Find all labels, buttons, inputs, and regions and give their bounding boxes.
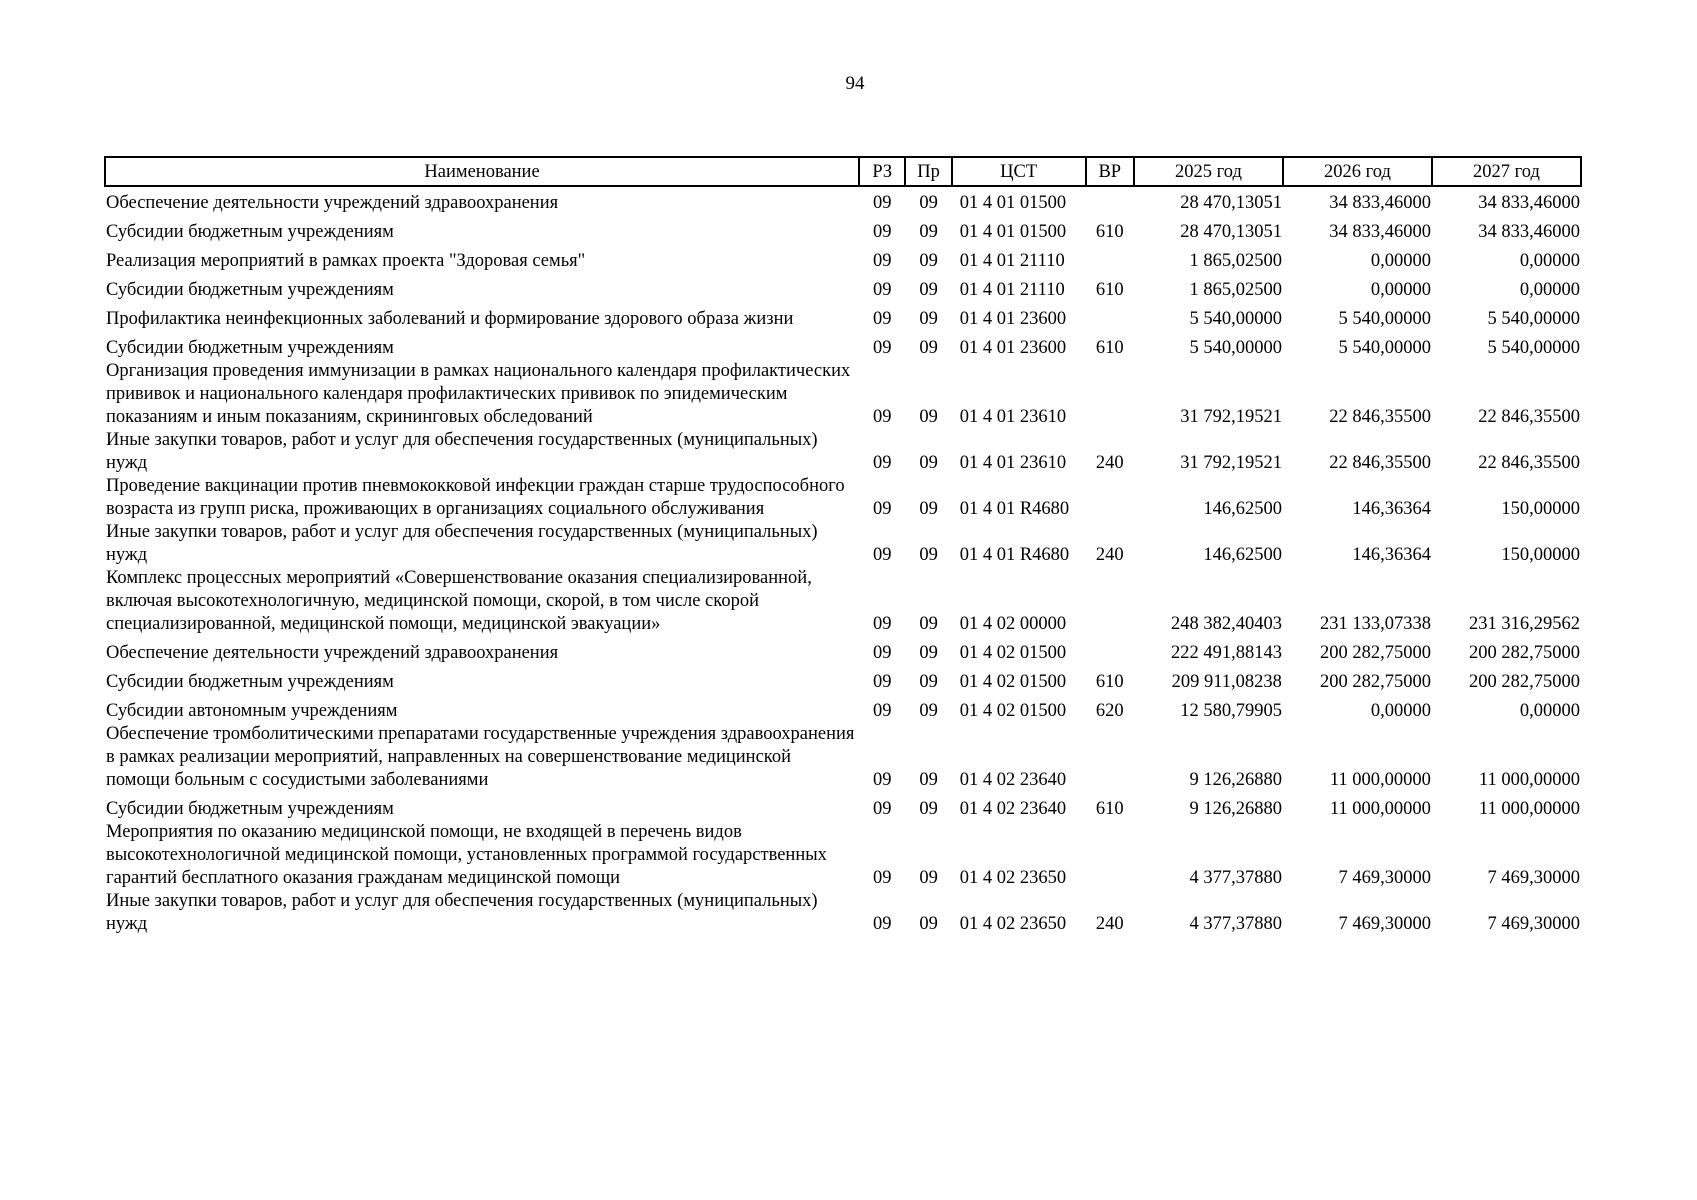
cell-rz: 09 [873,193,892,213]
cell-pr: 09 [919,338,938,358]
cell-cst: 01 4 01 R4680 [959,545,1070,565]
cell-2025: 9 126,26880 [1189,799,1282,819]
cell-vr: 610 [1095,672,1124,692]
table-row [105,244,1581,273]
cell-pr: 09 [919,222,938,242]
cell-2026: 200 282,75000 [1319,672,1431,692]
cell-2025: 146,62500 [1203,545,1282,565]
cell-cst: 01 4 02 23650 [959,868,1067,888]
cell-pr: 09 [919,770,938,790]
cell-2026: 146,36364 [1352,499,1431,519]
cell-2026: 200 282,75000 [1319,643,1431,663]
cell-name: Иные закупки товаров, работ и услуг для обеспечения государственных (муниципальных) нужд [106,430,818,473]
cell-2026: 22 846,35500 [1329,453,1431,473]
table-row [105,429,1581,475]
cell-vr [1086,636,1134,665]
table-row [105,302,1581,331]
cell-cst: 01 4 02 00000 [959,614,1067,634]
cell-2025: 222 491,88143 [1170,643,1282,663]
cell-cst: 01 4 02 01500 [959,672,1067,692]
cell-cst: 01 4 01 R4680 [959,499,1070,519]
cell-name: Профилактика неинфекционных заболеваний и формирование здорового образа жизни [106,309,794,329]
cell-pr: 09 [919,799,938,819]
cell-2025: 28 470,13051 [1180,222,1282,242]
cell-rz: 09 [873,545,892,565]
cell-2027: 7 469,30000 [1487,868,1580,888]
cell-name: Субсидии бюджетным учреждениям [106,222,394,242]
cell-2025: 4 377,37880 [1189,914,1282,934]
cell-cst: 01 4 01 01500 [959,193,1067,213]
page-number: 94 [845,73,865,94]
cell-pr: 09 [919,672,938,692]
cell-2027: 0,00000 [1519,701,1580,721]
table-row [105,890,1581,936]
cell-name: Субсидии бюджетным учреждениям [106,338,394,358]
cell-vr: 240 [1095,545,1124,565]
table-row [105,521,1581,567]
cell-pr: 09 [919,868,938,888]
cell-2026: 34 833,46000 [1329,193,1431,213]
cell-name: Проведение вакцинации против пневмококковой инфекции граждан старше трудоспособного возраста из групп риска, проживающих в организациях социального обслуживания [106,476,845,519]
cell-name: Иные закупки товаров, работ и услуг для обеспечения государственных (муниципальных) нужд [106,522,818,565]
cell-name: Субсидии бюджетным учреждениям [106,799,394,819]
cell-2025: 146,62500 [1203,499,1282,519]
cell-rz: 09 [873,672,892,692]
cell-rz: 09 [873,499,892,519]
cell-pr: 09 [919,453,938,473]
cell-vr [1086,723,1134,792]
cell-2027: 34 833,46000 [1478,222,1580,242]
cell-vr [1086,360,1134,429]
table-row [105,186,1581,215]
cell-2026: 34 833,46000 [1329,222,1431,242]
header-name: Наименование [105,157,859,186]
cell-vr [1086,186,1134,215]
cell-rz: 09 [873,338,892,358]
cell-vr [1086,244,1134,273]
cell-2026: 0,00000 [1370,251,1431,271]
cell-name: Организация проведения иммунизации в рамках национального календаря профилактических прививок и национального календаря профилактических прививок по эпидемическим показаниям и иным показаниям, скрининговых обследований [106,361,851,427]
cell-cst: 01 4 01 21110 [959,280,1065,300]
cell-2025: 31 792,19521 [1180,407,1282,427]
cell-2025: 1 865,02500 [1189,251,1282,271]
cell-cst: 01 4 02 23640 [959,770,1067,790]
table-header-row [105,157,1581,186]
cell-2025: 5 540,00000 [1189,309,1282,329]
table-row [105,215,1581,244]
cell-2026: 11 000,00000 [1329,770,1431,790]
cell-rz: 09 [873,222,892,242]
table-row [105,475,1581,521]
cell-2027: 150,00000 [1501,499,1580,519]
table-row [105,360,1581,429]
cell-rz: 09 [873,770,892,790]
cell-cst: 01 4 02 23650 [959,914,1067,934]
cell-pr: 09 [919,193,938,213]
cell-2027: 34 833,46000 [1478,193,1580,213]
cell-vr: 610 [1095,280,1124,300]
cell-pr: 09 [919,499,938,519]
cell-2026: 11 000,00000 [1329,799,1431,819]
cell-2025: 209 911,08238 [1171,672,1282,692]
cell-2026: 0,00000 [1370,280,1431,300]
cell-2027: 5 540,00000 [1487,338,1580,358]
cell-name: Обеспечение тромболитическими препаратами государственные учреждения здравоохранения в рамках реализации мероприятий, направленных на совершенствование медицинской помощи больным с сосудистыми заболеваниями [106,724,855,790]
table-row [105,821,1581,890]
cell-2025: 1 865,02500 [1189,280,1282,300]
cell-2027: 7 469,30000 [1487,914,1580,934]
cell-name: Комплекс процессных мероприятий «Совершенствование оказания специализированной, включая высокотехнологичную, медицинской помощи, скорой, в том числе скорой специализированной, медицинской помощи, медицинской эвакуации» [106,568,812,634]
cell-name: Обеспечение деятельности учреждений здравоохранения [106,193,559,213]
cell-name: Субсидии бюджетным учреждениям [106,280,394,300]
cell-cst: 01 4 01 01500 [959,222,1067,242]
table-row [105,792,1581,821]
cell-2025: 4 377,37880 [1189,868,1282,888]
budget-table [104,156,1582,936]
cell-2026: 7 469,30000 [1338,868,1431,888]
cell-cst: 01 4 01 23600 [959,309,1067,329]
table-body [105,186,1581,936]
cell-2027: 150,00000 [1501,545,1580,565]
cell-2025: 31 792,19521 [1180,453,1282,473]
cell-2025: 5 540,00000 [1189,338,1282,358]
cell-name: Мероприятия по оказанию медицинской помощи, не входящей в перечень видов высокотехнологичной медицинской помощи, установленных программой государственных гарантий бесплатного оказания гражданам медицинской помощи [106,822,827,888]
cell-rz: 09 [873,614,892,634]
table-row [105,567,1581,636]
table-row [105,331,1581,360]
cell-cst: 01 4 01 23600 [959,338,1067,358]
cell-rz: 09 [873,407,892,427]
cell-vr: 620 [1095,701,1124,721]
table-row [105,694,1581,723]
cell-vr [1086,821,1134,890]
cell-name: Субсидии бюджетным учреждениям [106,672,394,692]
cell-pr: 09 [919,407,938,427]
cell-vr [1086,302,1134,331]
cell-vr: 610 [1095,338,1124,358]
cell-pr: 09 [919,643,938,663]
cell-2026: 7 469,30000 [1338,914,1431,934]
cell-rz: 09 [873,453,892,473]
cell-pr: 09 [919,614,938,634]
cell-rz: 09 [873,643,892,663]
cell-2025: 9 126,26880 [1189,770,1282,790]
cell-vr: 240 [1095,914,1124,934]
cell-cst: 01 4 01 21110 [959,251,1065,271]
header-vr: ВР [1086,157,1134,186]
table-row [105,636,1581,665]
header-pr: Пр [905,157,951,186]
header-2025: 2025 год [1134,157,1283,186]
cell-2027: 200 282,75000 [1469,643,1580,663]
cell-2027: 22 846,35500 [1478,453,1580,473]
cell-pr: 09 [919,701,938,721]
cell-name: Иные закупки товаров, работ и услуг для обеспечения государственных (муниципальных) нужд [106,891,818,934]
cell-rz: 09 [873,701,892,721]
cell-pr: 09 [919,251,938,271]
cell-2027: 0,00000 [1519,280,1580,300]
cell-vr [1086,475,1134,521]
cell-pr: 09 [919,309,938,329]
header-rz: РЗ [859,157,905,186]
cell-2025: 28 470,13051 [1180,193,1282,213]
cell-2027: 200 282,75000 [1469,672,1580,692]
cell-cst: 01 4 01 23610 [959,453,1067,473]
cell-2027: 11 000,00000 [1478,770,1580,790]
cell-2026: 5 540,00000 [1338,309,1431,329]
cell-2026: 5 540,00000 [1338,338,1431,358]
cell-pr: 09 [919,914,938,934]
cell-2026: 22 846,35500 [1329,407,1431,427]
cell-name: Обеспечение деятельности учреждений здравоохранения [106,643,559,663]
cell-2025: 248 382,40403 [1170,614,1282,634]
header-2026: 2026 год [1283,157,1432,186]
table-row [105,665,1581,694]
cell-cst: 01 4 01 23610 [959,407,1067,427]
header-cst: ЦСТ [952,157,1086,186]
cell-pr: 09 [919,545,938,565]
cell-2026: 146,36364 [1352,545,1431,565]
cell-cst: 01 4 02 01500 [959,701,1067,721]
cell-cst: 01 4 02 23640 [959,799,1067,819]
header-2027: 2027 год [1432,157,1581,186]
cell-vr: 610 [1095,799,1124,819]
cell-2027: 0,00000 [1519,251,1580,271]
cell-rz: 09 [873,309,892,329]
cell-2027: 11 000,00000 [1478,799,1580,819]
cell-name: Субсидии автономным учреждениям [106,701,398,721]
table-row [105,723,1581,792]
cell-pr: 09 [919,280,938,300]
cell-vr: 240 [1095,453,1124,473]
cell-rz: 09 [873,868,892,888]
cell-2027: 5 540,00000 [1487,309,1580,329]
cell-2027: 231 316,29562 [1469,614,1580,634]
cell-vr [1086,567,1134,636]
cell-2027: 22 846,35500 [1478,407,1580,427]
cell-rz: 09 [873,251,892,271]
cell-rz: 09 [873,799,892,819]
cell-rz: 09 [873,280,892,300]
cell-vr: 610 [1095,222,1124,242]
cell-name: Реализация мероприятий в рамках проекта "Здоровая семья" [106,251,586,271]
cell-2026: 231 133,07338 [1319,614,1431,634]
cell-rz: 09 [873,914,892,934]
cell-cst: 01 4 02 01500 [959,643,1067,663]
cell-2025: 12 580,79905 [1180,701,1282,721]
cell-2026: 0,00000 [1370,701,1431,721]
table-row [105,273,1581,302]
